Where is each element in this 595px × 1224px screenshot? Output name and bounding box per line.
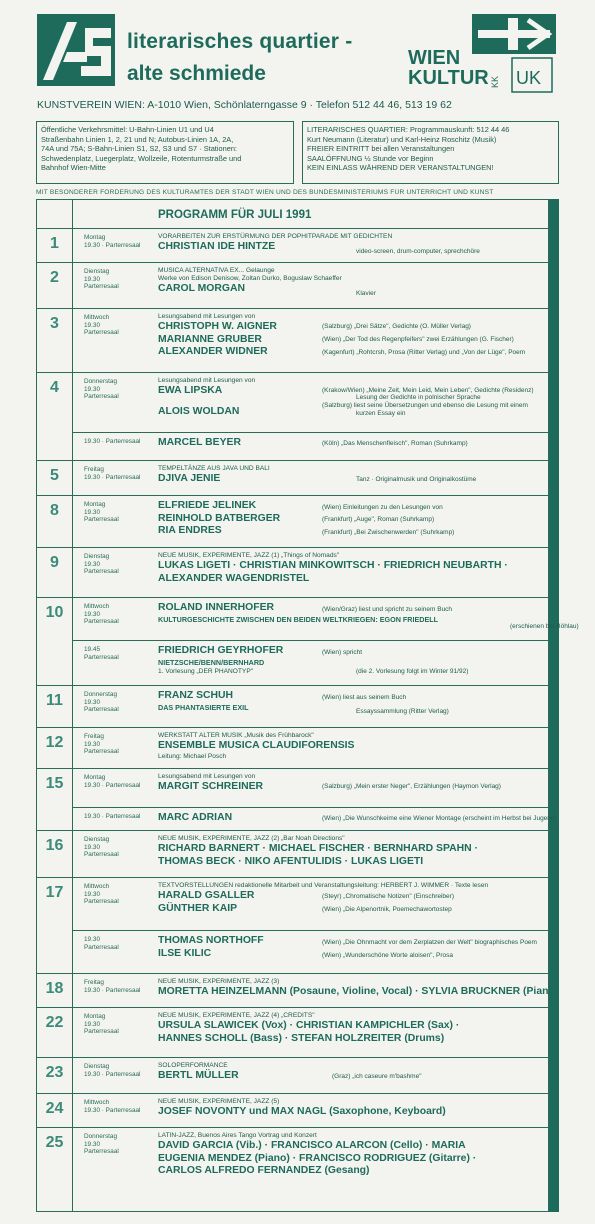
performer-name: ALEXANDER WIDNER xyxy=(158,346,268,357)
event-detail: (Wien) „Die Wunschkeime eine Wiener Montage (erscheint im Herbst bei Jugend) xyxy=(322,815,557,822)
event-time-line: 19.30 xyxy=(84,275,100,283)
wk-line2: KULTUR xyxy=(408,67,489,89)
event-description: NEUE MUSIK, EXPERIMENTE, JAZZ (4) „CREDITS" xyxy=(158,1012,315,1019)
event-time-line: 19.30 · Parterresaal xyxy=(84,1106,141,1114)
info-line: LITERARISCHES QUARTIER: Programmauskunft: 512 44 46 xyxy=(307,125,510,134)
event-row xyxy=(36,308,549,372)
event-detail: (Frankfurt) „Auge", Roman (Suhrkamp) xyxy=(322,516,435,523)
event-row xyxy=(73,930,549,973)
event-time-line: Parterresaal xyxy=(84,748,119,756)
event-detail: Lesung der Gedichte in polnischer Sprache xyxy=(356,394,481,401)
event-time-line: 19.30 xyxy=(84,560,100,568)
performer-name: ENSEMBLE MUSICA CLAUDIFORENSIS xyxy=(158,740,355,751)
info-line: Kurt Neumann (Literatur) und Karl-Heinz Roschitz (Musik) xyxy=(307,134,497,144)
event-time-line: 19.30 xyxy=(84,1140,100,1148)
performer-name: EUGENIA MENDEZ (Piano) · FRANCISCO RODRIGUEZ (Gitarre) · xyxy=(158,1152,477,1164)
event-row xyxy=(36,685,549,727)
event-description: LATIN-JAZZ, Buenos Aires Tango Vortrag und Konzert xyxy=(158,1132,317,1139)
event-row xyxy=(36,830,549,877)
event-day-number: 1 xyxy=(50,235,59,252)
event-detail: (Wien) „Die Ohnmacht vor dem Zerplatzen der Welt" biographisches Poem xyxy=(322,939,537,946)
info-box xyxy=(302,121,559,184)
address-line: KUNSTVEREIN WIEN: A-1010 Wien, Schönlaterngasse 9 · Telefon 512 44 46, 513 19 62 xyxy=(37,99,452,111)
event-detail: Tanz · Originalmusik und Originalkostüme xyxy=(356,476,477,483)
performer-name: FRANZ SCHUH xyxy=(158,690,234,701)
event-detail: (Frankfurt) „Bei Zwischenwerden" (Suhrkamp) xyxy=(322,529,455,536)
event-description: SOLOPERFORMANCE xyxy=(158,1062,228,1069)
event-time-line: Mittwoch xyxy=(84,883,110,890)
event-time-line: 19.30 xyxy=(84,843,100,851)
performer-name: DJIVA JENIE xyxy=(158,473,221,484)
event-time xyxy=(84,936,158,951)
performer-name: RIA ENDRES xyxy=(158,525,222,536)
event-time-line: 19.30 · Parterresaal xyxy=(84,438,141,445)
performer-name: FRIEDRICH GEYRHOFER xyxy=(158,645,284,656)
event-detail: (Wien) spricht xyxy=(322,649,363,656)
event-row xyxy=(36,727,549,768)
event-description: NEUE MUSIK, EXPERIMENTE, JAZZ (2) „Bar Noah Directions" xyxy=(158,835,345,842)
event-detail: (Wien) „Wunderschöne Worte aloisen", Prosa xyxy=(322,952,454,959)
event-detail: (Graz) „ich caseure m'bashme" xyxy=(332,1073,422,1080)
event-row xyxy=(36,262,549,308)
wk-small: KK xyxy=(490,75,500,88)
event-time-line: Donnerstag xyxy=(84,1133,118,1140)
event-time-line: 19.30 · Parterresaal xyxy=(84,241,141,249)
performer-name: MARIANNE GRUBER xyxy=(158,333,262,345)
event-time-line: Parterresaal xyxy=(84,943,119,951)
event-detail: (die 2. Vorlesung folgt im Winter 91/92) xyxy=(356,668,469,675)
performer-name: MARCEL BEYER xyxy=(158,437,241,448)
event-row xyxy=(36,1057,549,1093)
event-time-line: Dienstag xyxy=(84,1063,110,1070)
event-day-number: 23 xyxy=(45,1064,64,1081)
event-description: KULTURGESCHICHTE ZWISCHEN DEN BEIDEN WELTKRIEGEN: EGON FRIEDELL xyxy=(158,614,439,624)
event-time-line: 19.30 xyxy=(84,1020,100,1028)
event-day-number: 10 xyxy=(45,604,64,621)
event-description: NEUE MUSIK, EXPERIMENTE, JAZZ (1) „Things of Nomads" xyxy=(158,552,340,559)
event-time-line: Parterresaal xyxy=(84,706,119,714)
event-row xyxy=(36,877,549,930)
transit-line: Bahnhof Wien-Mitte xyxy=(41,163,106,173)
transit-box xyxy=(36,121,294,184)
event-description: Lesungsabend mit Lesungen von xyxy=(158,377,256,384)
event-time-line: Parterresaal xyxy=(84,653,119,661)
wk-box: UK xyxy=(516,68,542,88)
event-day-number: 16 xyxy=(45,837,64,854)
event-time-line: Donnerstag xyxy=(84,691,118,698)
event-time-line: Montag xyxy=(84,234,106,241)
event-description: 1. Vorlesung „DER PHANOTYP" xyxy=(158,667,254,675)
event-time-line: 19.30 · Parterresaal xyxy=(84,473,141,481)
event-time xyxy=(84,691,158,714)
wk-line1: WIEN xyxy=(408,47,461,69)
event-day-number: 4 xyxy=(50,379,59,396)
event-time-line: Mittwoch xyxy=(84,314,110,321)
event-detail: (Salzburg) liest seine Übersetzungen und ebenso die Lesung mit einem xyxy=(322,402,528,409)
event-time xyxy=(84,314,158,337)
event-time xyxy=(84,1063,158,1078)
event-time-line: Mittwoch xyxy=(84,603,110,610)
event-time xyxy=(84,883,158,906)
event-time-line: 19.30 · Parterresaal xyxy=(84,813,141,820)
event-day-number: 22 xyxy=(45,1014,64,1031)
event-description: Leitung: Michael Posch xyxy=(158,752,227,760)
transit-line: Schwedenplatz, Luegerplatz, Wollzeile, Rotenturmstraße und xyxy=(41,153,242,163)
event-day-number: 15 xyxy=(45,775,64,792)
event-row xyxy=(36,1127,549,1212)
event-time xyxy=(84,553,158,576)
event-description: WERKSTATT ALTER MUSIK „Musik des Frühbarock" xyxy=(158,732,314,739)
event-row xyxy=(36,547,549,597)
event-detail: (Kagenfurt) „Rohtcrsh, Prosa (Ritter Verlag) und „Von der Lüge", Poem xyxy=(322,349,526,356)
event-time xyxy=(84,268,158,291)
event-time xyxy=(84,501,158,524)
performer-name: ALOIS WOLDAN xyxy=(158,405,240,417)
event-day-number: 9 xyxy=(50,554,59,571)
event-time xyxy=(84,603,158,626)
event-detail: (Steyr) „Chromatische Notizen" (Einschreiber) xyxy=(322,893,454,900)
event-time-line: Parterresaal xyxy=(84,1028,119,1036)
event-detail: Essayssammlung (Ritter Verlag) xyxy=(356,708,449,715)
event-detail: (Wien) „Die Alpenortnik, Poemechawortostep xyxy=(322,906,452,913)
performer-name: DAVID GARCIA (Vib.) · FRANCISCO ALARCON (Cello) · MARIA xyxy=(158,1140,466,1151)
event-time-line: 19.30 · Parterresaal xyxy=(84,1070,141,1078)
info-line: FREIER EINTRITT bei allen Veranstaltungen xyxy=(307,144,455,154)
event-time-line: Parterresaal xyxy=(84,516,119,524)
event-time xyxy=(84,979,158,994)
event-row xyxy=(36,973,559,1007)
event-time-line: Freitag xyxy=(84,979,104,986)
performer-name: BERTL MÜLLER xyxy=(158,1070,239,1081)
performer-name: CARLOS ALFREDO FERNANDEZ (Gesang) xyxy=(158,1165,370,1176)
event-time xyxy=(84,1099,158,1114)
event-time-line: Montag xyxy=(84,1013,106,1020)
performer-name: URSULA SLAWICEK (Vox) · CHRISTIAN KAMPICHLER (Sax) · xyxy=(158,1020,460,1031)
info-line: SAALÖFFNUNG ½ Stunde vor Beginn xyxy=(307,153,434,163)
event-row xyxy=(73,432,549,460)
event-time-line: Montag xyxy=(84,501,106,508)
alte-schmiede-logo-icon xyxy=(37,14,115,86)
event-time xyxy=(84,733,158,756)
event-time-line: Parterresaal xyxy=(84,329,119,337)
event-time-line: 19.30 xyxy=(84,385,100,393)
event-time-line: Dienstag xyxy=(84,553,110,560)
event-description: Lesungsabend mit Lesungen von xyxy=(158,773,256,780)
performer-name: MORETTA HEINZELMANN (Posaune, Violine, Vocal) · SYLVIA BRUCKNER (Piano) xyxy=(158,986,559,997)
event-description: TEMPELTÄNZE AUS JAVA UND BALI xyxy=(158,465,270,472)
transit-line: Öffentliche Verkehrsmittel: U-Bahn-Linien U1 und U4 xyxy=(41,125,214,134)
wien-kultur-logo-icon xyxy=(408,14,556,94)
event-description: DAS PHANTASIERTE EXIL xyxy=(158,702,249,712)
transit-line: Straßenbahn Linien 1, 2, 21 und N; Autobus-Linien 1A, 2A, xyxy=(41,134,234,144)
event-day-number: 8 xyxy=(50,502,59,519)
performer-name: CHRISTIAN IDE HINTZE xyxy=(158,241,276,252)
performer-name: MARGIT SCHREINER xyxy=(158,781,264,792)
sidebar-bar xyxy=(549,199,559,1212)
event-time-line: Parterresaal xyxy=(84,568,119,576)
event-day-number: 3 xyxy=(50,315,59,332)
performer-name: LUKAS LIGETI · CHRISTIAN MINKOWITSCH · FRIEDRICH NEUBARTH · xyxy=(158,560,508,571)
event-detail: (Krakow/Wien) „Meine Zeit, Mein Leid, Mein Leben", Gedichte (Residenz) xyxy=(322,387,534,394)
event-time-line: Parterresaal xyxy=(84,1148,119,1156)
event-detail: (Wien/Graz) liest und spricht zu seinem Buch xyxy=(322,606,453,613)
program-title: PROGRAMM FÜR JULI 1991 xyxy=(158,209,312,221)
event-day-number: 25 xyxy=(45,1134,64,1151)
event-description: MUSICA ALTERNATIVA EX... Gelaunge xyxy=(158,267,275,274)
event-row xyxy=(36,495,549,547)
performer-name: REINHOLD BATBERGER xyxy=(158,512,281,524)
event-description: Werke von Edison Denisow, Zoltan Durko, Boguslaw Schaeffer xyxy=(158,275,342,282)
event-time-line: 19.30 · Parterresaal xyxy=(84,781,141,789)
event-detail: (Wien) liest aus seinem Buch xyxy=(322,694,407,701)
performer-name: MARC ADRIAN xyxy=(158,812,233,823)
event-time-line: Parterresaal xyxy=(84,898,119,906)
event-detail: video-screen, drum-computer, sprechchöre xyxy=(356,248,480,255)
event-time-line: Freitag xyxy=(84,733,104,740)
event-description: NEUE MUSIK, EXPERIMENTE, JAZZ (3) xyxy=(158,978,280,985)
event-detail: (Wien) „Der Tod des Regenpfeifers" zwei Erzählungen (G. Fischer) xyxy=(322,336,514,343)
info-line: KEIN EINLASS WÄHREND DER VERANSTALTUNGEN! xyxy=(307,163,494,173)
event-time-line: 19.30 xyxy=(84,610,100,618)
event-detail: (Wien) Einleitungen zu den Lesungen von xyxy=(322,504,443,511)
event-row xyxy=(73,807,557,830)
event-time xyxy=(84,1133,158,1156)
event-time xyxy=(84,438,158,446)
event-time-line: Mittwoch xyxy=(84,1099,110,1106)
performer-name: HARALD GSALLER xyxy=(158,890,255,901)
event-row xyxy=(36,1007,549,1057)
event-time xyxy=(84,1013,158,1036)
event-detail: (Köln) „Das Menschenfleisch", Roman (Suhrkamp) xyxy=(322,440,468,447)
event-day-number: 11 xyxy=(46,692,63,709)
performer-name: CAROL MORGAN xyxy=(158,283,245,294)
org-name-line2: alte schmiede xyxy=(127,62,266,85)
event-day-number: 24 xyxy=(45,1100,64,1117)
performer-name: JOSEF NOVONTY und MAX NAGL (Saxophone, Keyboard) xyxy=(158,1106,446,1117)
performer-name: GÜNTHER KAIP xyxy=(158,902,238,914)
event-time-line: 19.45 xyxy=(84,646,100,653)
event-day-number: 12 xyxy=(45,734,64,751)
event-description: TEXTVORSTELLUNGEN redaktionelle Mitarbeit und Veranstaltungsleitung: HERBERT J. WIMMER · Texte lesen xyxy=(158,882,489,889)
event-time-line: Parterresaal xyxy=(84,393,119,401)
event-time xyxy=(84,836,158,859)
transit-line: 74A und 75A; S-Bahn-Linien S1, S2, S3 und S7 · Stationen: xyxy=(41,144,237,154)
event-description: NEUE MUSIK, EXPERIMENTE, JAZZ (5) xyxy=(158,1098,280,1105)
event-row xyxy=(36,228,549,262)
performer-name: EWA LIPSKA xyxy=(158,385,223,396)
event-row xyxy=(36,1093,549,1127)
event-time-line: 19.30 xyxy=(84,698,100,706)
event-row xyxy=(73,640,549,685)
event-day-number: 2 xyxy=(50,269,59,286)
event-time-line: Dienstag xyxy=(84,268,110,275)
performer-name: ELFRIEDE JELINEK xyxy=(158,500,257,511)
event-time xyxy=(84,378,158,401)
event-day-number: 18 xyxy=(45,980,64,997)
event-time xyxy=(84,466,158,481)
event-time-line: Montag xyxy=(84,774,106,781)
event-detail: kurzen Essay ein xyxy=(356,410,406,417)
event-row xyxy=(36,768,549,807)
event-time xyxy=(84,813,158,821)
event-day-number: 5 xyxy=(50,467,59,484)
event-row xyxy=(36,597,579,640)
event-detail: Klavier xyxy=(356,290,376,297)
event-detail: (erschienen bei Böhlau) xyxy=(510,623,579,630)
performer-name: ILSE KILIC xyxy=(158,947,212,959)
performer-name: ROLAND INNERHOFER xyxy=(158,602,275,613)
event-time-line: 19.30 xyxy=(84,508,100,516)
performer-name: ALEXANDER WAGENDRISTEL xyxy=(158,572,310,584)
event-time-line: 19.30 xyxy=(84,321,100,329)
event-description: NIETZSCHE/BENN/BERNHARD xyxy=(158,657,265,667)
event-time xyxy=(84,774,158,789)
event-time-line: 19.30 xyxy=(84,936,100,943)
event-time-line: Freitag xyxy=(84,466,104,473)
event-time xyxy=(84,234,158,249)
event-time-line: Parterresaal xyxy=(84,283,119,291)
performer-name: HANNES SCHOLL (Bass) · STEFAN HOLZREITER (Drums) xyxy=(158,1032,445,1044)
performer-name: THOMAS NORTHOFF xyxy=(158,935,264,946)
event-time-line: Parterresaal xyxy=(84,851,119,859)
org-name-line1: literarisches quartier - xyxy=(127,30,353,53)
event-description: VORARBEITEN ZUR ERSTÜRMUNG DER POPHITPARADE MIT GEDICHTEN xyxy=(158,233,393,240)
event-detail: (Salzburg) „Drei Sätze", Gedichte (O. Müller Verlag) xyxy=(322,323,471,330)
event-day-number: 17 xyxy=(45,884,64,901)
event-description: Lesungsabend mit Lesungen von xyxy=(158,313,256,320)
event-time-line: Dienstag xyxy=(84,836,110,843)
event-time-line: 19.30 xyxy=(84,890,100,898)
performer-name: RICHARD BARNERT · MICHAEL FISCHER · BERNHARD SPAHN · xyxy=(158,843,478,854)
event-time-line: Donnerstag xyxy=(84,378,118,385)
performer-name: THOMAS BECK · NIKO AFENTULIDIS · LUKAS LIGETI xyxy=(158,855,424,867)
funding-note: MIT BESONDERER FÖRDERUNG DES KULTURAMTES DER STADT WIEN UND DES BUNDESMINISTERIUMS FÜR UNTERRICHT UND KUNST xyxy=(36,189,494,196)
event-time xyxy=(84,646,158,661)
event-time-line: Parterresaal xyxy=(84,618,119,626)
event-detail: (Salzburg) „Mein erster Neger", Erzählungen (Haymon Verlag) xyxy=(322,783,501,790)
event-time-line: 19.30 · Parterresaal xyxy=(84,986,141,994)
event-row xyxy=(36,460,549,495)
event-row xyxy=(36,372,549,432)
performer-name: CHRISTOPH W. AIGNER xyxy=(158,321,277,332)
event-time-line: 19.30 xyxy=(84,740,100,748)
